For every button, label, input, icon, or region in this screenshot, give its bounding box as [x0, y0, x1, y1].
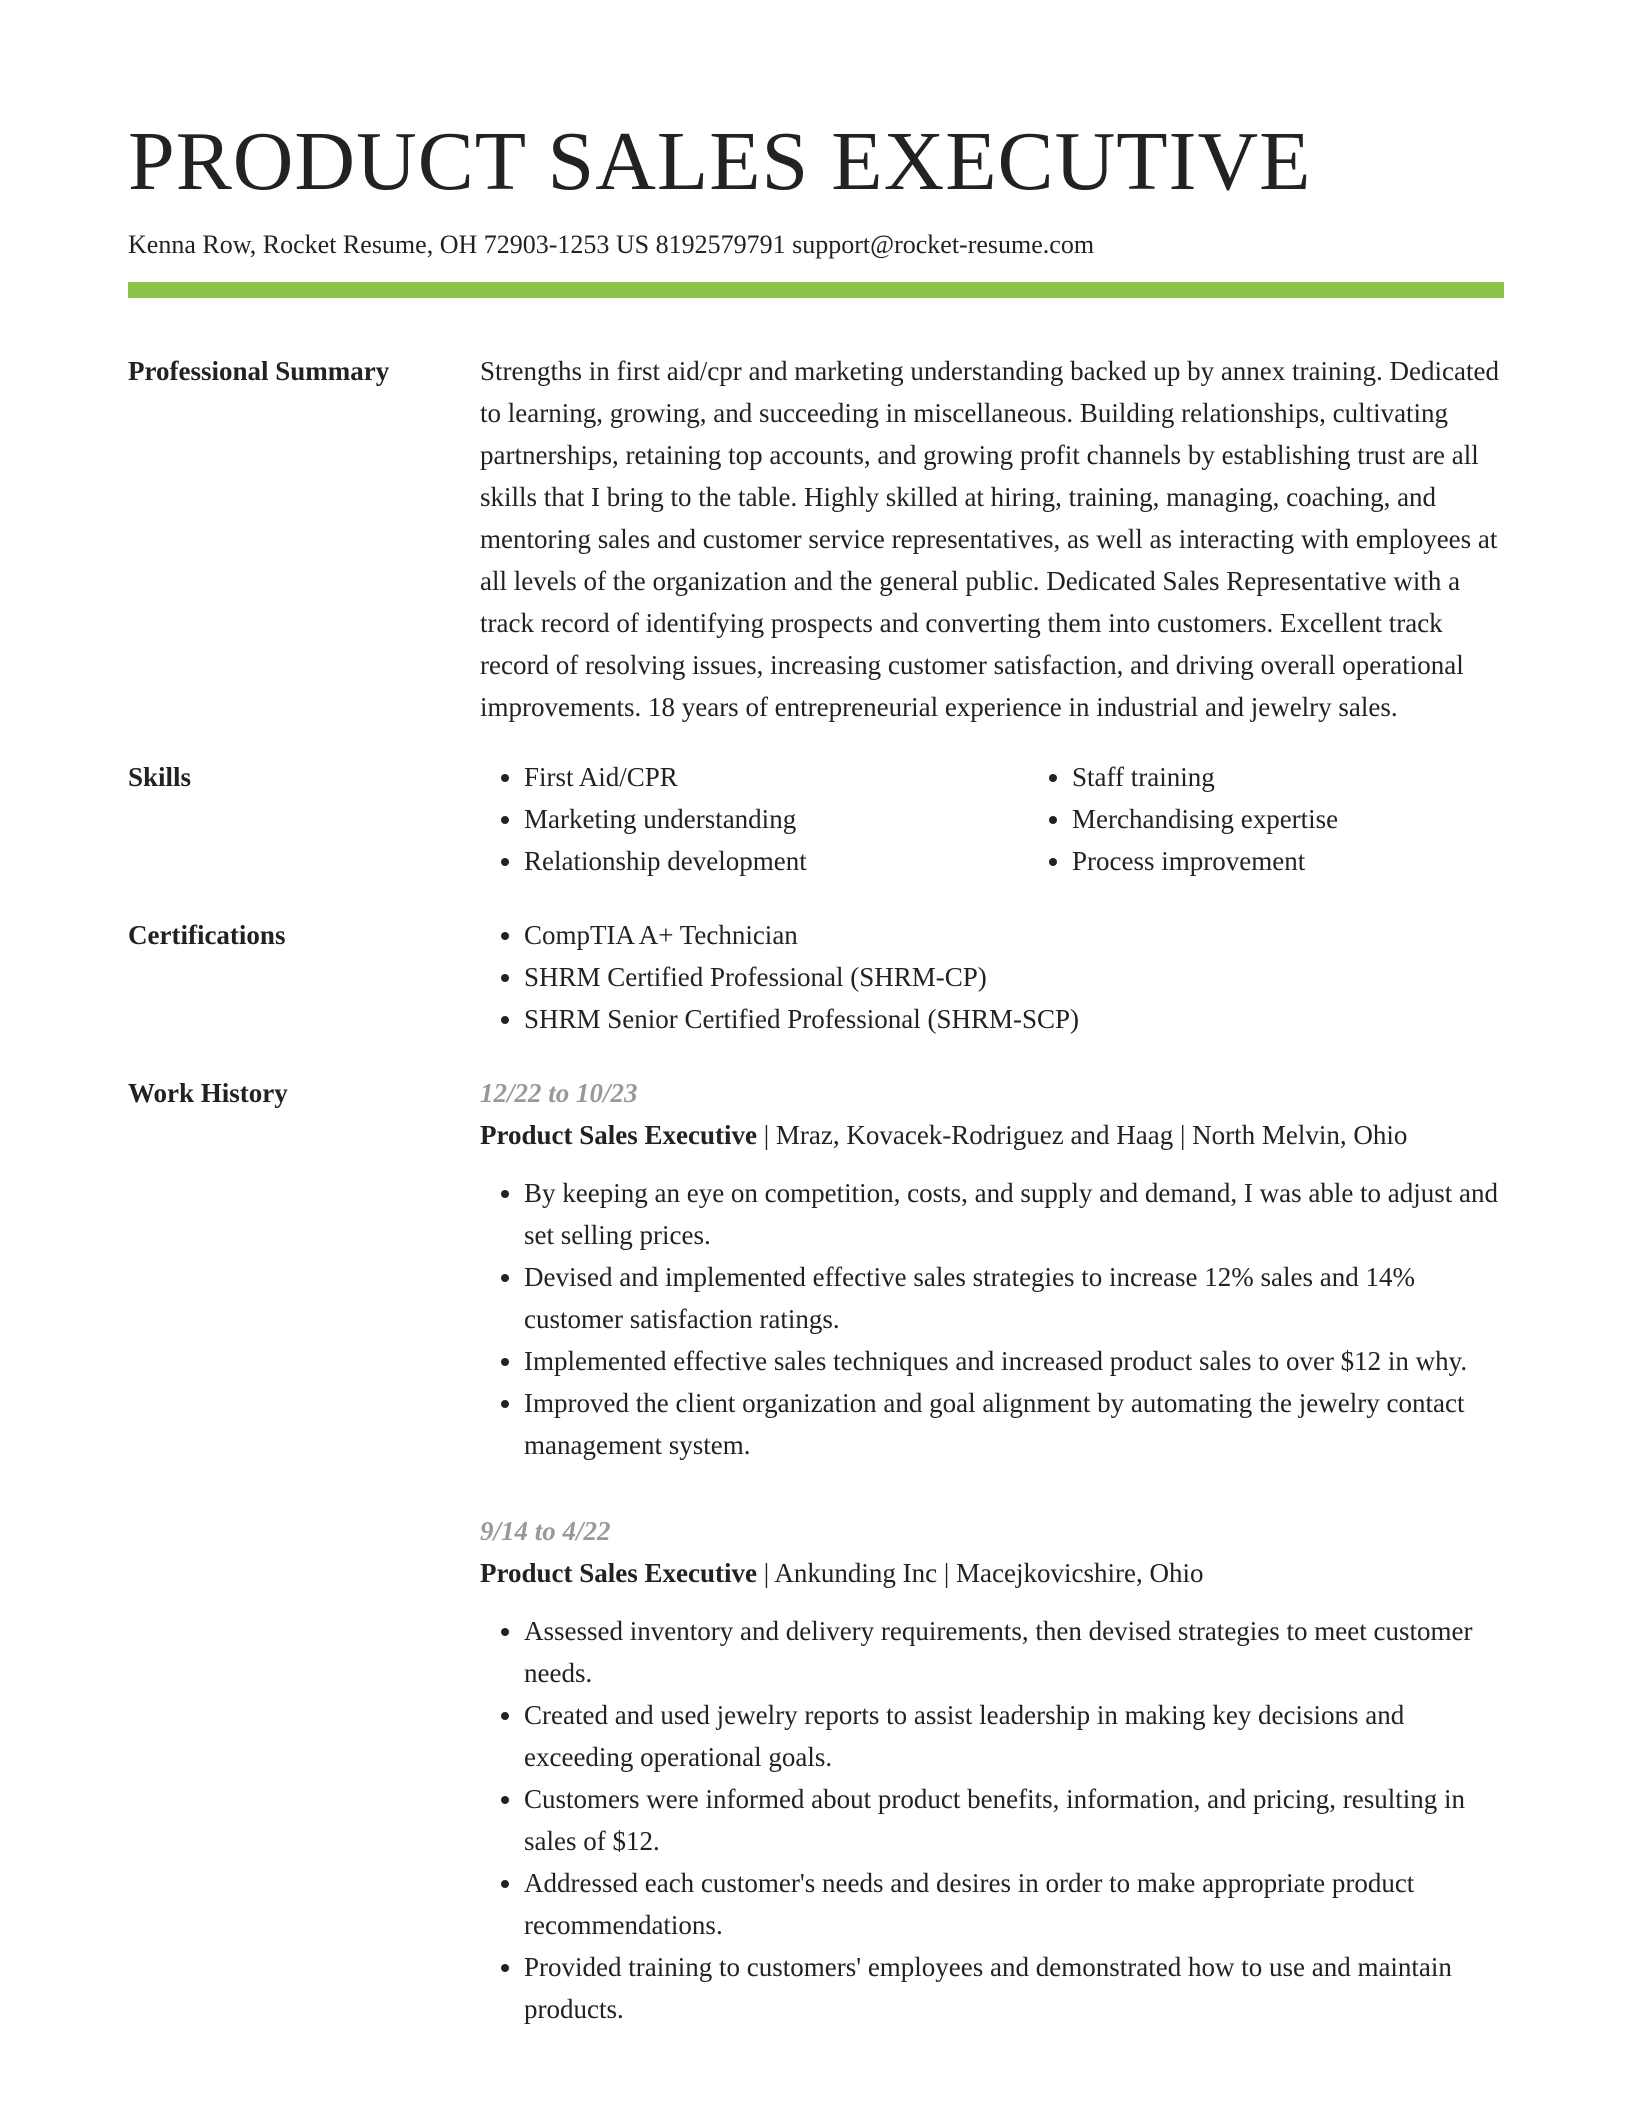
work-history-content: [480, 1072, 1504, 2074]
job-bullet: • Implemented effective sales techniques and increased product sales to over $12 in why.: [524, 1340, 1504, 1382]
job-bullet: • Assessed inventory and delivery requirements, then devised strategies to meet customer needs.: [524, 1610, 1504, 1694]
contact-line: Kenna Row, Rocket Resume, OH 72903-1253 US 8192579791 support@rocket-resume.com: [128, 230, 1095, 260]
job-bullet: • Addressed each customer's needs and desires in order to make appropriate product recommendations.: [524, 1862, 1504, 1946]
section-label-summary: Professional Summary: [128, 355, 390, 386]
skills-columns: [480, 756, 1576, 882]
job-bullet: • Devised and implemented effective sales strategies to increase 12% sales and 14% customer satisfaction ratings.: [524, 1256, 1504, 1340]
skills-section: [128, 756, 1504, 882]
skills-column-2: [1028, 756, 1576, 882]
job-company-location: | Ankunding Inc | Macejkovicshire, Ohio: [756, 1557, 1204, 1588]
job-bullet: • Created and used jewelry reports to assist leadership in making key decisions and exceeding operational goals.: [524, 1694, 1504, 1778]
certifications-list-wrap: [480, 914, 1504, 1040]
skill-item: • First Aid/CPR: [524, 756, 1028, 798]
job-dates: 9/14 to 4/22: [480, 1515, 611, 1546]
skill-item: • Merchandising expertise: [1072, 798, 1576, 840]
certification-item: • SHRM Senior Certified Professional (SHRM-SCP): [524, 998, 1504, 1040]
job-title-row: [480, 1114, 1504, 1156]
skill-item: • Staff training: [1072, 756, 1576, 798]
summary-section: [128, 350, 1504, 728]
job-title: Product Sales Executive: [480, 1119, 757, 1150]
skill-item: • Marketing understanding: [524, 798, 1028, 840]
certification-item: • CompTIA A+ Technician: [524, 914, 1504, 956]
skill-item: • Process improvement: [1072, 840, 1576, 882]
job-bullet: • Customers were informed about product benefits, information, and pricing, resulting in sales of $12.: [524, 1778, 1504, 1862]
job-bullets: [480, 1610, 1504, 2030]
section-label-work-history: Work History: [128, 1077, 288, 1108]
job-title-row: [480, 1552, 1504, 1594]
work-history-section: [128, 1072, 1504, 2074]
section-label-certifications: Certifications: [128, 919, 286, 950]
job-bullets: [480, 1172, 1504, 1466]
job-bullet: • Improved the client organization and goal alignment by automating the jewelry contact management system.: [524, 1382, 1504, 1466]
job-entry: [480, 1072, 1504, 1466]
job-bullet: • By keeping an eye on competition, costs, and supply and demand, I was able to adjust and set selling prices.: [524, 1172, 1504, 1256]
certifications-list: [480, 914, 1504, 1040]
resume-name: PRODUCT SALES EXECUTIVE: [128, 115, 1312, 208]
resume-page: [128, 115, 1504, 2074]
job-dates: 12/22 to 10/23: [480, 1077, 638, 1108]
summary-text: Strengths in first aid/cpr and marketing understanding backed up by annex training. Dedicated to learning, growing, and succeeding in miscellaneous. Building relationships, cultivating partnerships, retaining top accounts, and growing profit channels by establishing trust are all skills that I bring to the table. Highly skilled at hiring, training, managing, coaching, and mentoring sales and customer service representatives, as well as interacting with employees at all levels of the organization and the general public. Dedicated Sales Representative with a track record of identifying prospects and converting them into customers. Excellent track record of resolving issues, increasing customer satisfaction, and driving overall operational improvements. 18 years of entrepreneurial experience in industrial and jewelry sales.: [480, 355, 1499, 722]
certification-item: • SHRM Certified Professional (SHRM-CP): [524, 956, 1504, 998]
job-bullet: • Provided training to customers' employees and demonstrated how to use and maintain products.: [524, 1946, 1504, 2030]
job-title: Product Sales Executive: [480, 1557, 757, 1588]
section-label-skills: Skills: [128, 761, 192, 792]
skills-column-1: [480, 756, 1028, 882]
job-company-location: | Mraz, Kovacek-Rodriguez and Haag | North Melvin, Ohio: [756, 1119, 1408, 1150]
job-entry: [480, 1510, 1504, 2030]
certifications-section: [128, 914, 1504, 1040]
accent-divider: [128, 282, 1504, 298]
skill-item: • Relationship development: [524, 840, 1028, 882]
